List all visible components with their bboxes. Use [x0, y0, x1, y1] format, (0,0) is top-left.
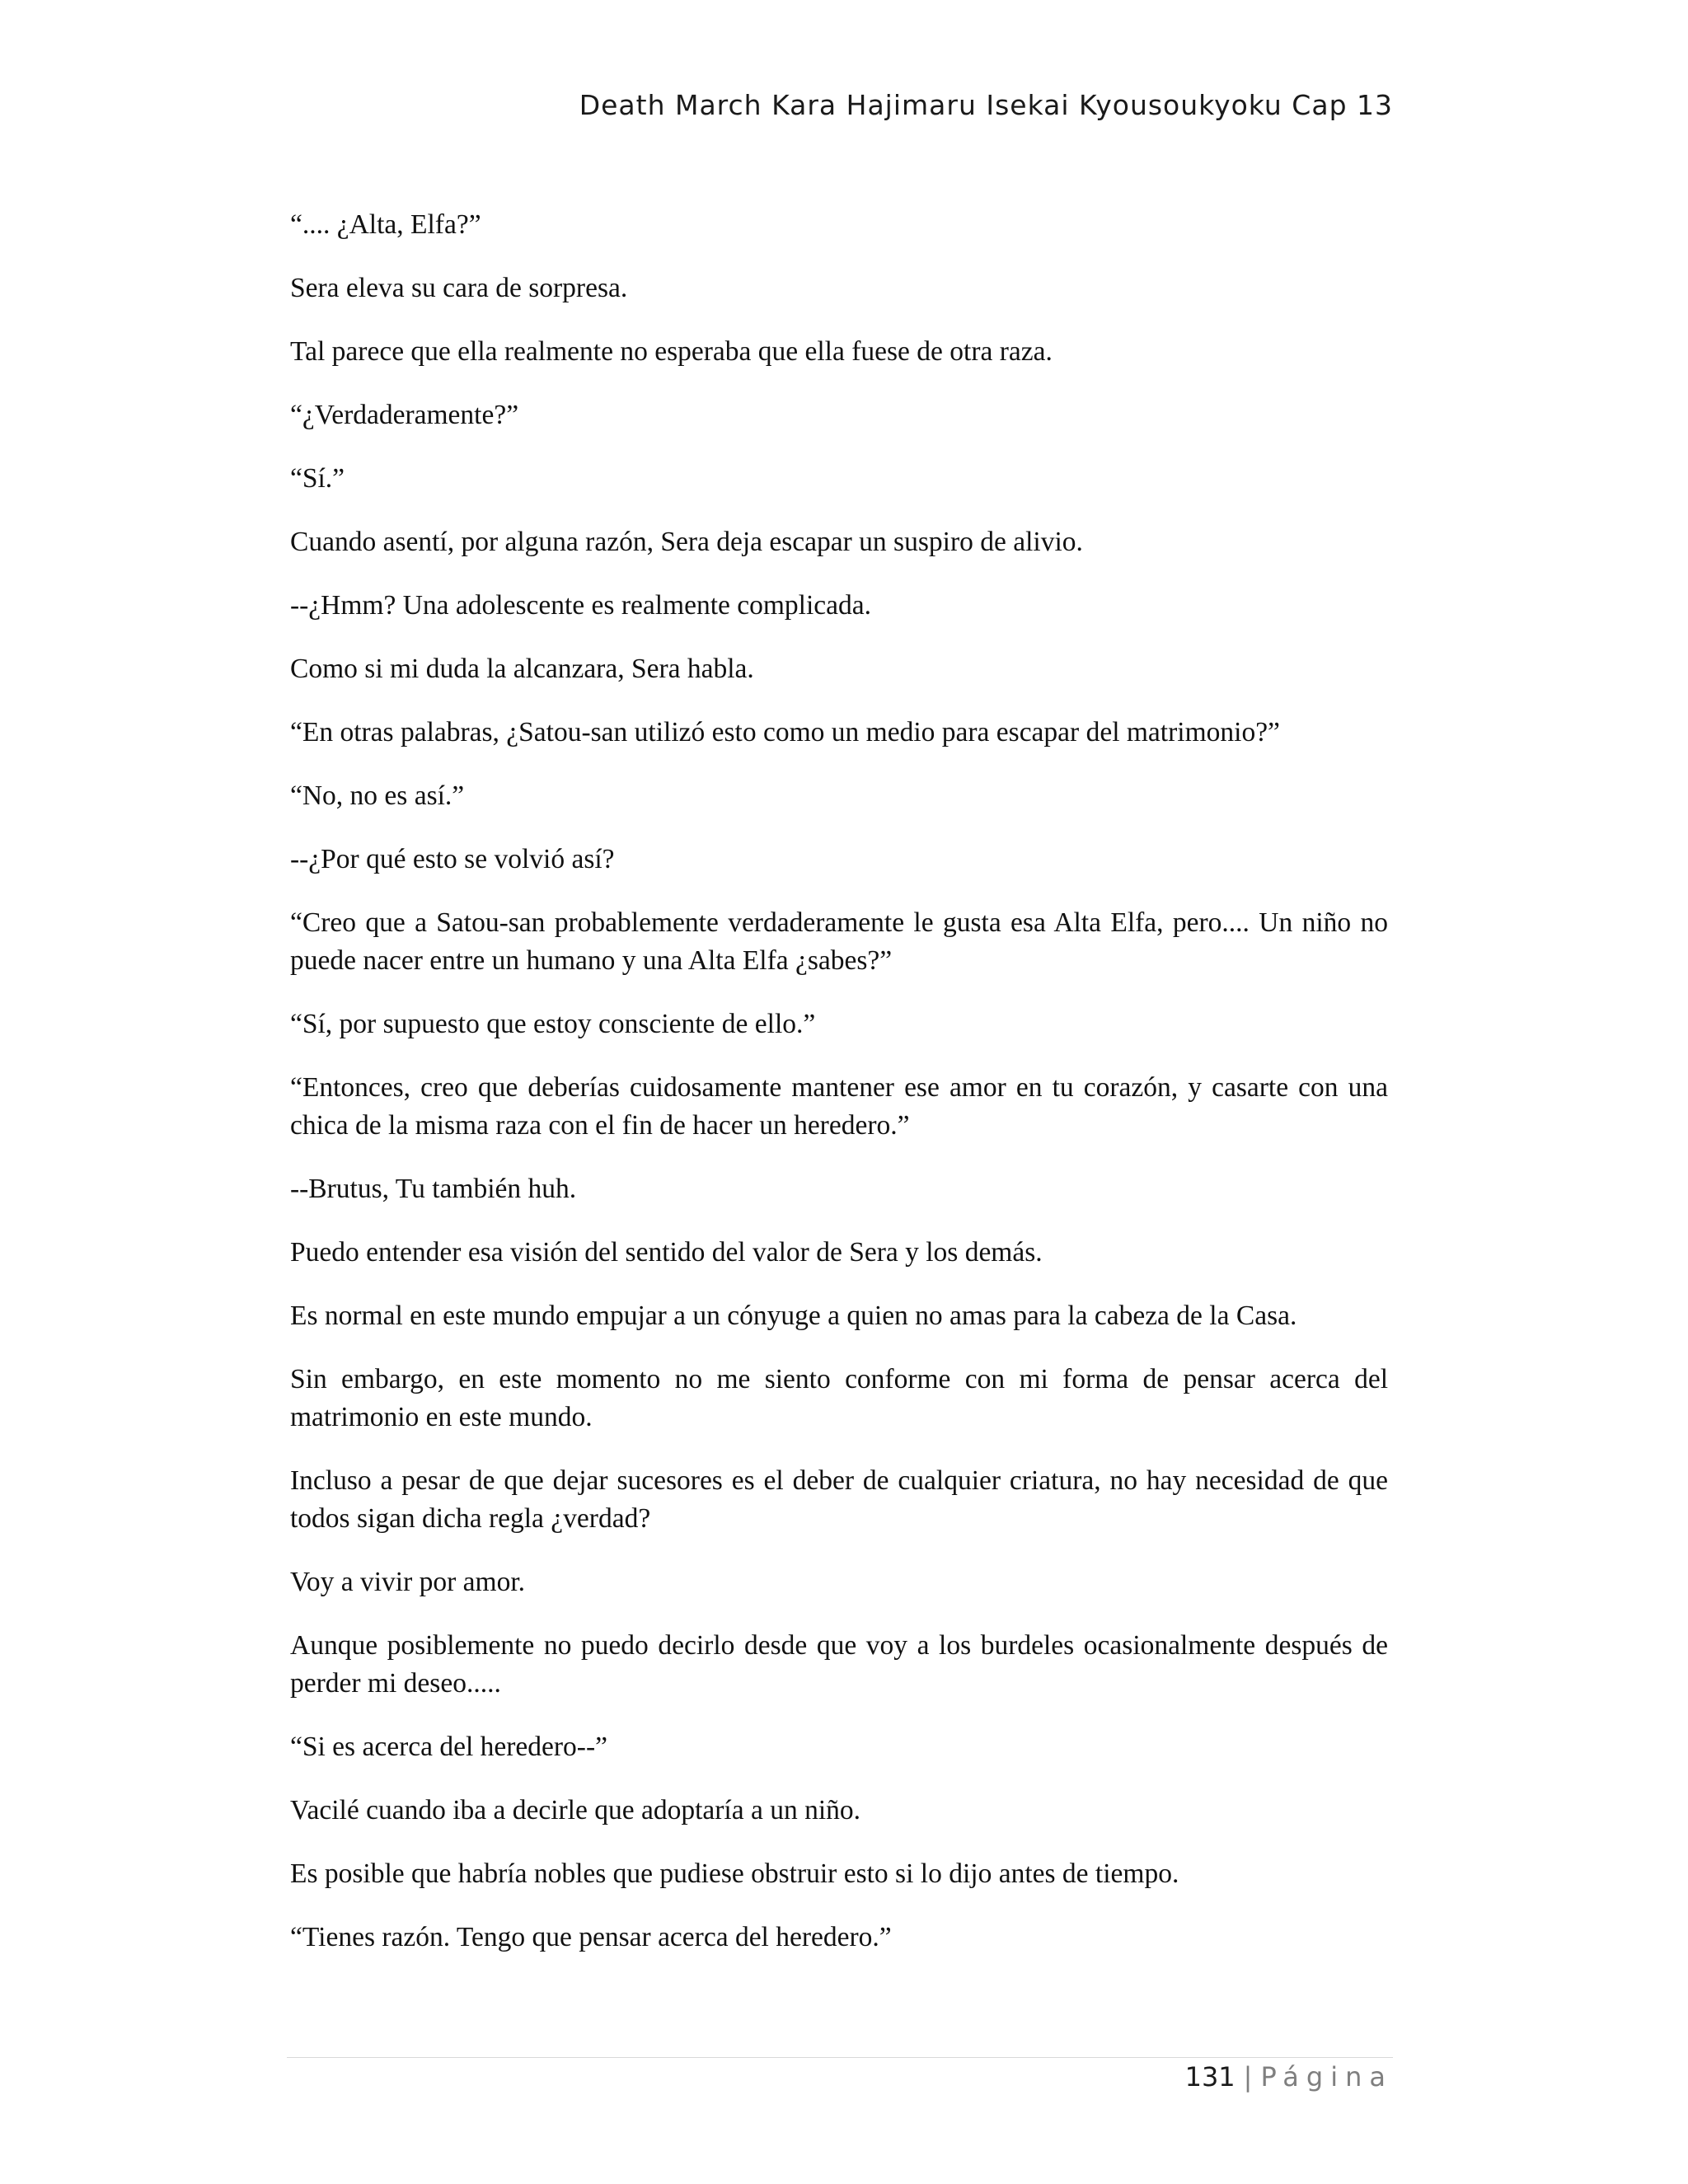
paragraph: Tal parece que ella realmente no esperaba que ella fuese de otra raza. — [290, 336, 1053, 367]
page-footer — [1071, 2060, 1393, 2093]
paragraph: “En otras palabras, ¿Satou-san utilizó esto como un medio para escapar del matrimonio?” — [290, 717, 1280, 748]
paragraph: Incluso a pesar de que dejar sucesores es el deber de cualquier criatura, no hay necesidad de que todos sigan dicha regla ¿verdad? — [290, 1465, 1388, 1534]
footer-separator: | — [1243, 2061, 1253, 2093]
body-text — [290, 206, 1388, 1982]
running-header: Death March Kara Hajimaru Isekai Kyousoukyoku Cap 13 — [579, 89, 1393, 121]
paragraph: --Brutus, Tu también huh. — [290, 1174, 577, 1204]
paragraph: “Tienes razón. Tengo que pensar acerca del heredero.” — [290, 1922, 892, 1952]
paragraph: --¿Hmm? Una adolescente es realmente complicada. — [290, 590, 872, 621]
page-number: 131 — [1184, 2061, 1236, 2093]
page-label: Página — [1260, 2061, 1393, 2093]
paragraph: Es normal en este mundo empujar a un cónyuge a quien no amas para la cabeza de la Casa. — [290, 1301, 1297, 1331]
paragraph: Es posible que habría nobles que pudiese obstruir esto si lo dijo antes de tiempo. — [290, 1858, 1179, 1889]
paragraph: Sin embargo, en este momento no me siento conforme con mi forma de pensar acerca del matrimonio en este mundo. — [290, 1364, 1388, 1432]
paragraph: Sera eleva su cara de sorpresa. — [290, 273, 628, 303]
paragraph: “¿Verdaderamente?” — [290, 400, 519, 430]
paragraph: --¿Por qué esto se volvió así? — [290, 844, 615, 874]
paragraph: “No, no es así.” — [290, 780, 465, 811]
paragraph: “Entonces, creo que deberías cuidosamente mantener ese amor en tu corazón, y casarte con una chica de la misma raza con el fin de hacer un heredero.” — [290, 1072, 1388, 1141]
paragraph: “Sí, por supuesto que estoy consciente de ello.” — [290, 1009, 816, 1039]
paragraph: “.... ¿Alta, Elfa?” — [290, 209, 481, 240]
paragraph: “Sí.” — [290, 463, 345, 494]
paragraph: Puedo entender esa visión del sentido del valor de Sera y los demás. — [290, 1237, 1043, 1268]
paragraph: Aunque posiblemente no puedo decirlo desde que voy a los burdeles ocasionalmente después de perder mi deseo..... — [290, 1630, 1388, 1699]
paragraph: Como si mi duda la alcanzara, Sera habla. — [290, 654, 754, 684]
paragraph: “Creo que a Satou-san probablemente verdaderamente le gusta esa Alta Elfa, pero.... Un niño no puede nacer entre un humano y una Alta Elfa ¿sabes?” — [290, 907, 1388, 976]
footer-divider — [287, 2057, 1393, 2058]
paragraph: Voy a vivir por amor. — [290, 1567, 526, 1597]
paragraph: “Si es acerca del heredero--” — [290, 1732, 607, 1762]
paragraph: Vacilé cuando iba a decirle que adoptaría a un niño. — [290, 1795, 861, 1825]
paragraph: Cuando asentí, por alguna razón, Sera deja escapar un suspiro de alivio. — [290, 527, 1083, 557]
